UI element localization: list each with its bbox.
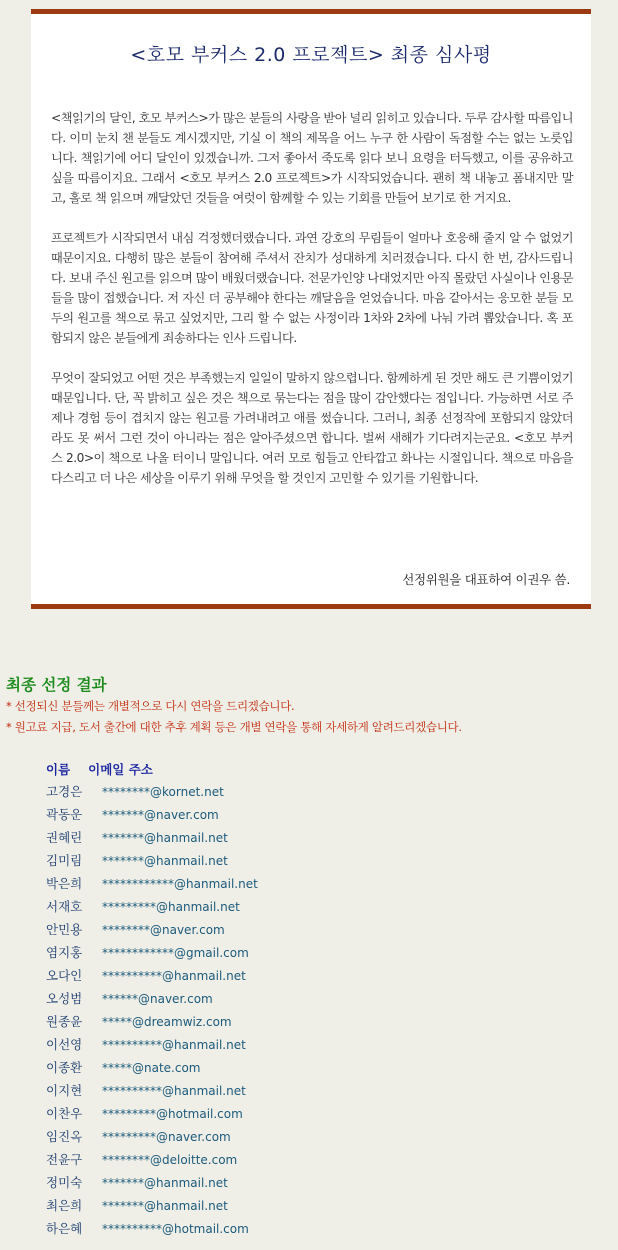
- winner-row: [46, 1127, 258, 1150]
- winner-name: 하은혜: [46, 1221, 83, 1236]
- winner-name: 임진옥: [46, 1129, 83, 1144]
- winner-email: ********@naver.com: [102, 923, 225, 937]
- winner-name: 이지현: [46, 1083, 83, 1098]
- winner-name: 곽동운: [46, 807, 83, 822]
- winner-row: [46, 1058, 258, 1081]
- winner-email: *******@hanmail.net: [102, 1199, 228, 1213]
- winner-email: *******@naver.com: [102, 808, 219, 822]
- results-notice: * 선정되신 분들께는 개별적으로 다시 연락을 드리겠습니다.: [6, 699, 295, 713]
- winner-row: [46, 874, 258, 897]
- winner-name: 이찬우: [46, 1106, 83, 1121]
- results-title: 최종 선정 결과: [6, 676, 107, 694]
- winner-email: **********@hotmail.com: [102, 1222, 249, 1236]
- column-header-email: 이메일 주소: [88, 762, 153, 777]
- winner-email: *********@hanmail.net: [102, 900, 240, 914]
- winner-name: 서재호: [46, 899, 83, 914]
- winner-email: *****@nate.com: [102, 1061, 201, 1075]
- winner-name: 최은희: [46, 1198, 83, 1213]
- winner-name: 원종윤: [46, 1014, 83, 1029]
- review-paragraph: 무엇이 잘되었고 어떤 것은 부족했는지 일일이 말하지 않으렵니다. 함께하게 된 것만 해도 큰 기쁨이었기 때문입니다. 단, 꼭 밝히고 싶은 것은 책으로 묶는다는 점을 많이 감안했다는 점입니다. 가능하면 서로 주제나 경험 등이 겹치지 않는 원고를 가려내려고 애를 썼습니다. 그러니, 최종 선정작에 포함되지 않았더라도 못 써서 그런 것이 아니라는 점은 알아주셨으면 합니다. 벌써 새해가 기다려지는군요. <호모 부커스 2.0>이 책으로 나올 터이니 말입니다. 여러 모로 힘들고 안타깝고 화나는 시절입니다. 책으로 마음을 다스리고 더 나은 세상을 이루기 위해 무엇을 할 것인지 고민할 수 있기를 기원합니다.: [51, 371, 573, 485]
- review-body: [51, 108, 573, 508]
- winner-row: [46, 989, 258, 1012]
- winner-row: [46, 920, 258, 943]
- winner-email: **********@hanmail.net: [102, 969, 246, 983]
- winner-row: [46, 966, 258, 989]
- winner-email: ************@gmail.com: [102, 946, 249, 960]
- winner-row: [46, 1219, 258, 1242]
- review-paragraph: <책읽기의 달인, 호모 부커스>가 많은 분들의 사랑을 받아 널리 읽히고 있습니다. 두루 감사할 따름입니다. 이미 눈치 챈 분들도 계시겠지만, 기실 이 책의 제목을 어느 누구 한 사람이 독점할 수는 없는 노릇입니다. 책읽기에 어디 달인이 있겠습니까. 그저 좋아서 죽도록 읽다 보니 요령을 터득했고, 이를 공유하고 싶을 따름이지요. 그래서 <호모 부커스 2.0 프로젝트>가 시작되었습니다. 괜히 책 내놓고 폼내지만 말고, 홀로 책 읽으며 깨달았던 것들을 여럿이 함께할 수 있는 기회를 만들어 보기로 한 거지요.: [51, 111, 573, 205]
- winner-email: **********@hanmail.net: [102, 1084, 246, 1098]
- winner-email: ********@kornet.net: [102, 785, 224, 799]
- winner-name: 오성범: [46, 991, 83, 1006]
- winner-row: [46, 851, 258, 874]
- winner-name: 이선영: [46, 1037, 83, 1052]
- winner-row: [46, 805, 258, 828]
- review-paragraph: 프로젝트가 시작되면서 내심 걱정했더랬습니다. 과연 강호의 무림들이 얼마나 호응해 줄지 알 수 없었기 때문이지요. 다행히 많은 분들이 참여해 주셔서 잔치가 성대하게 치러졌습니다. 다시 한 번, 감사드립니다. 보내 주신 원고를 읽으며 많이 배웠더랬습니다. 전문가인양 나대었지만 아직 몰랐던 사실이나 인용문들을 많이 접했습니다. 저 자신 더 공부해야 한다는 깨달음을 얻었습니다. 마음 같아서는 응모한 분들 모두의 원고를 책으로 묶고 싶었지만, 그리 할 수 없는 사정이라 1차와 2차에 나눠 가려 뽑았습니다. 혹 포함되지 않은 분들에게 죄송하다는 인사 드립니다.: [51, 231, 573, 345]
- winner-email: ******@naver.com: [102, 992, 213, 1006]
- winner-name: 안민용: [46, 922, 83, 937]
- winner-row: [46, 782, 258, 805]
- winner-name: 오다인: [46, 968, 83, 983]
- winner-row: [46, 897, 258, 920]
- winner-email: *********@naver.com: [102, 1130, 231, 1144]
- winner-row: [46, 1081, 258, 1104]
- winner-row: [46, 943, 258, 966]
- winner-email: ************@hanmail.net: [102, 877, 258, 891]
- winner-row: [46, 1104, 258, 1127]
- review-panel: [31, 9, 591, 609]
- winner-email: ********@deloitte.com: [102, 1153, 238, 1167]
- winner-row: [46, 1035, 258, 1058]
- winner-email: **********@hanmail.net: [102, 1038, 246, 1052]
- winner-name: 박은희: [46, 876, 83, 891]
- winner-name: 정미숙: [46, 1175, 83, 1190]
- winner-name: 전윤구: [46, 1152, 83, 1167]
- winner-row: [46, 1012, 258, 1035]
- column-header-name: 이름: [46, 762, 71, 777]
- winner-name: 권혜린: [46, 830, 83, 845]
- winner-name: 고경은: [46, 784, 83, 799]
- winners-list: [46, 782, 258, 1242]
- results-notice: * 원고료 지급, 도서 출간에 대한 추후 계획 등은 개별 연락을 통해 자세하게 알려드리겠습니다.: [6, 720, 462, 734]
- winner-name: 이종환: [46, 1060, 83, 1075]
- winners-table-header: [46, 760, 153, 778]
- winner-email: *******@hanmail.net: [102, 854, 228, 868]
- winner-row: [46, 1150, 258, 1173]
- winner-email: *******@hanmail.net: [102, 1176, 228, 1190]
- winner-row: [46, 1196, 258, 1219]
- winner-email: *********@hotmail.com: [102, 1107, 243, 1121]
- winner-row: [46, 828, 258, 851]
- winner-email: *******@hanmail.net: [102, 831, 228, 845]
- review-title: <호모 부커스 2.0 프로젝트> 최종 심사평: [130, 44, 492, 66]
- winner-email: *****@dreamwiz.com: [102, 1015, 232, 1029]
- winner-name: 김미림: [46, 853, 83, 868]
- winner-name: 염지홍: [46, 945, 83, 960]
- winner-row: [46, 1173, 258, 1196]
- review-signature: 선정위원을 대표하여 이권우 씀.: [402, 572, 570, 587]
